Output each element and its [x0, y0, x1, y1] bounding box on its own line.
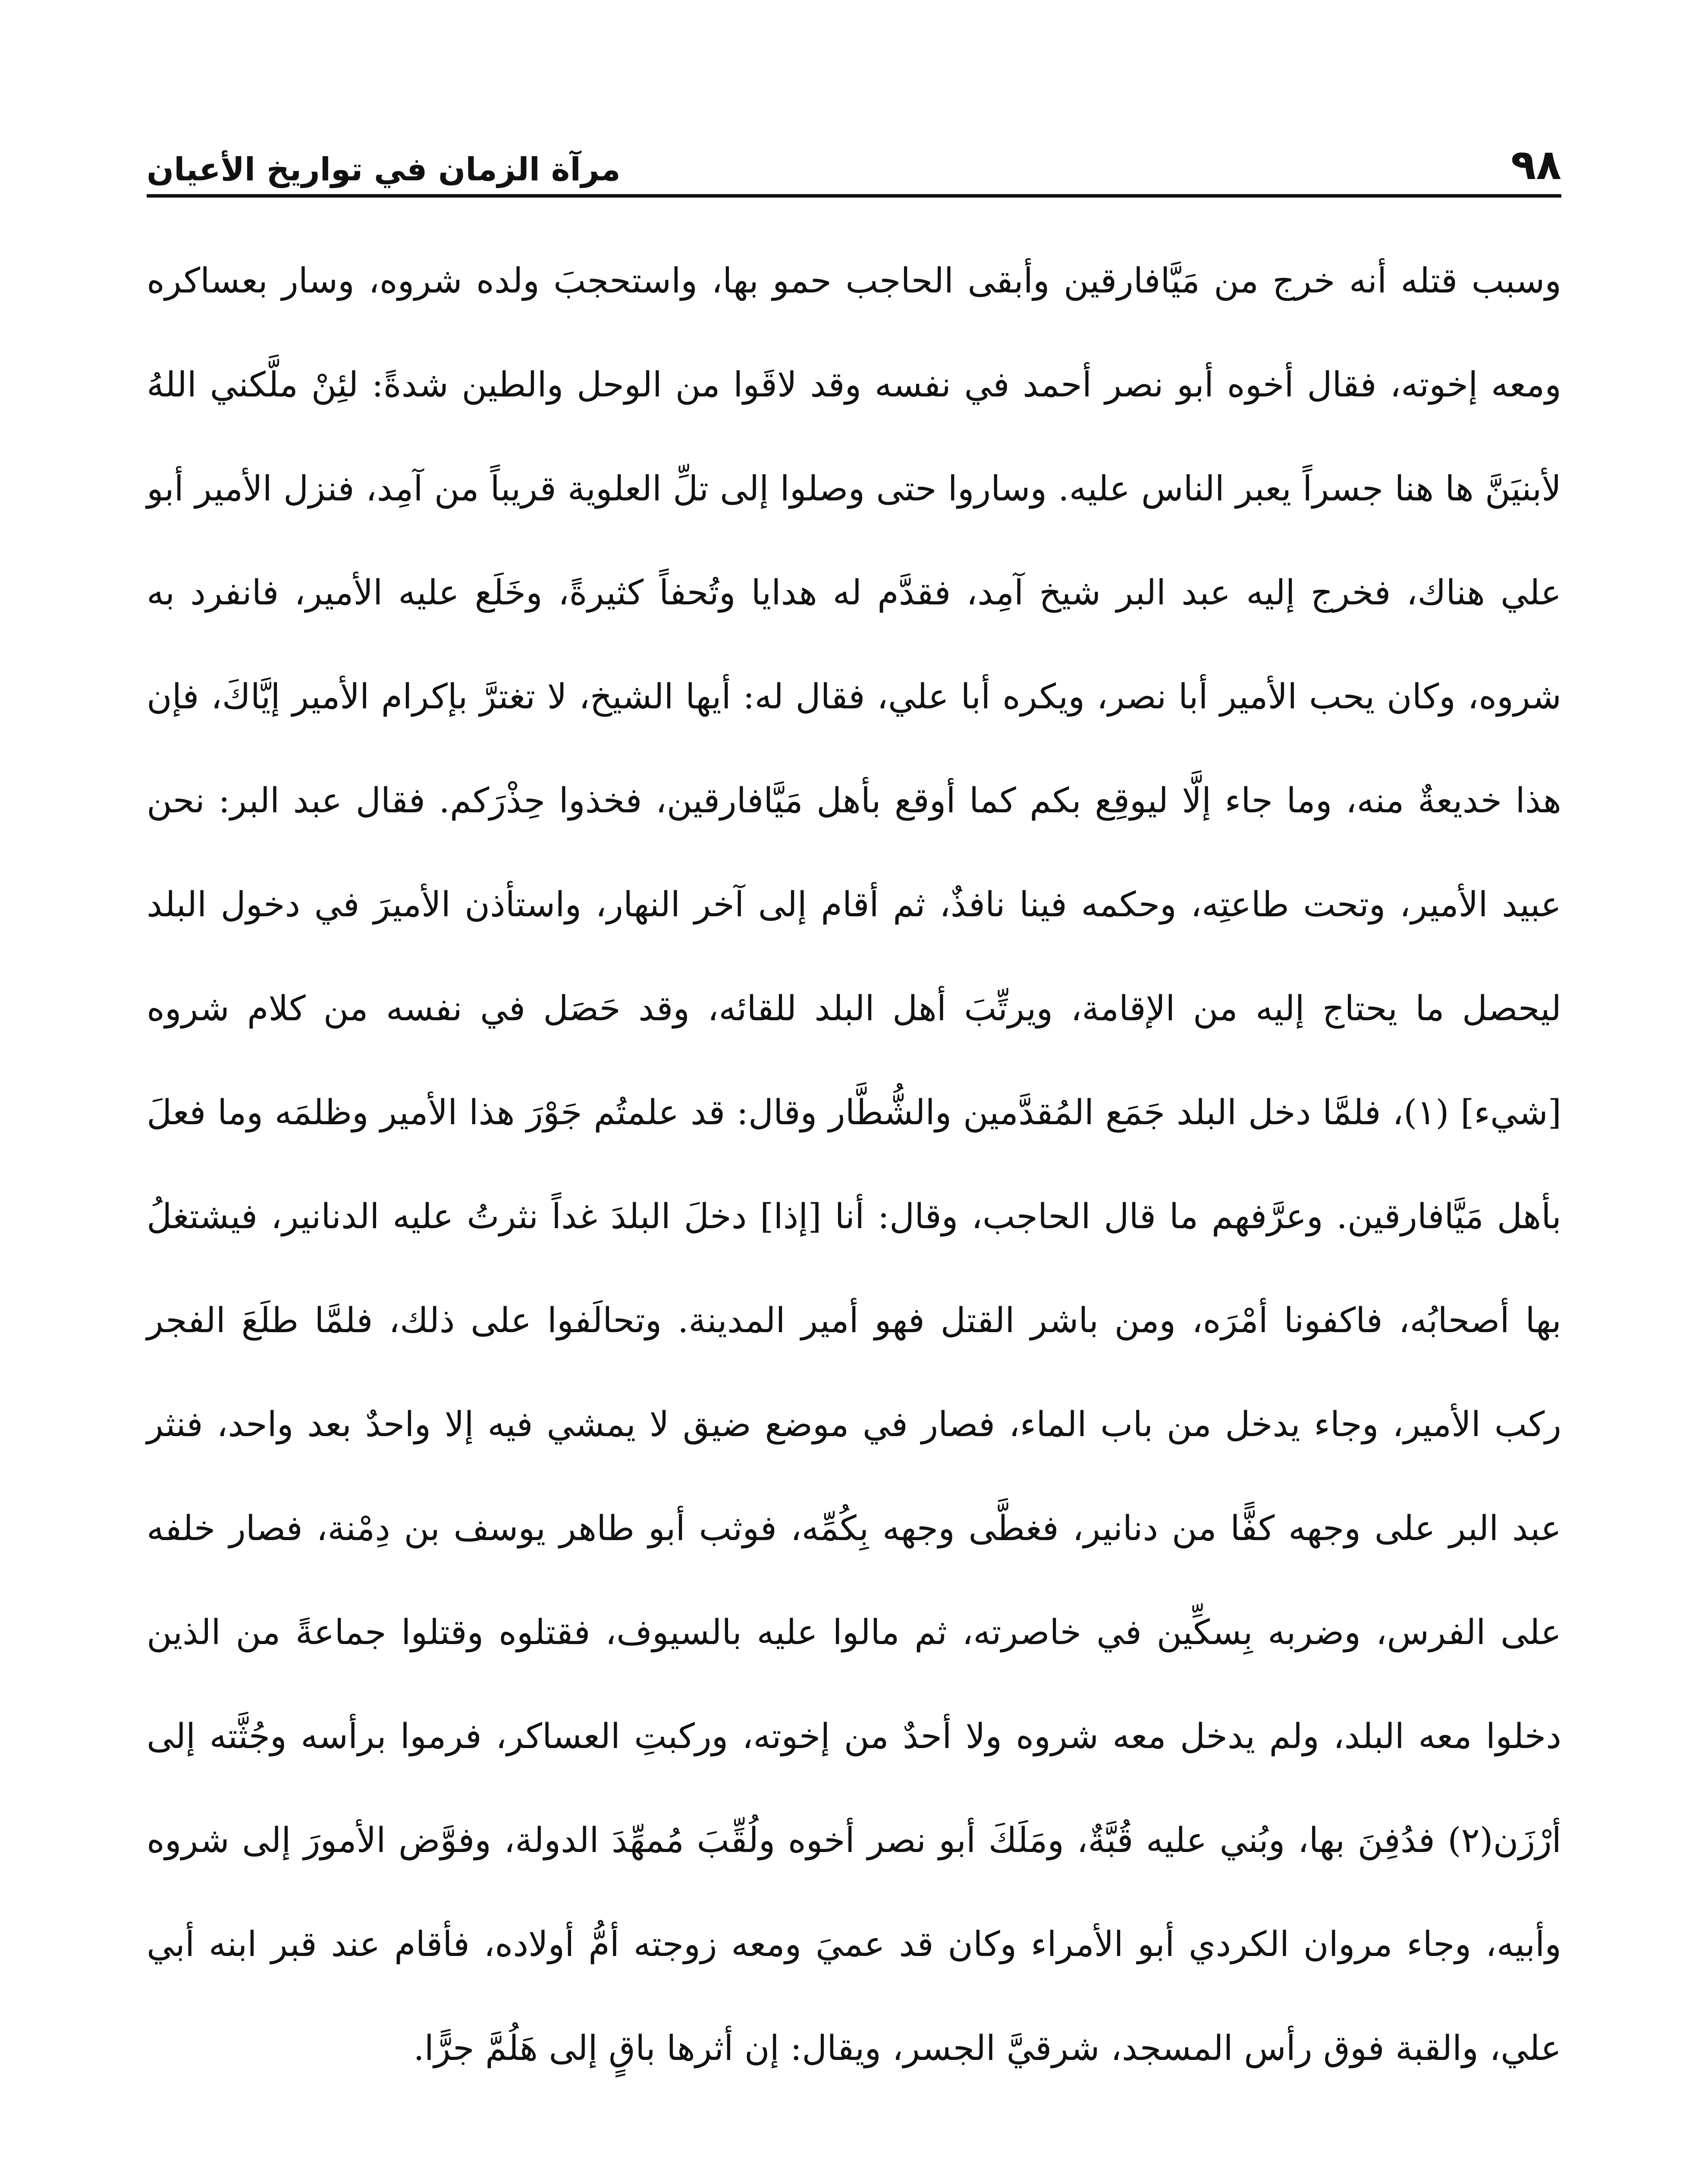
main-text	[147, 229, 1561, 2100]
page-number: ٩٨	[1510, 141, 1561, 189]
header-rule	[147, 194, 1561, 198]
body-paragraph: وسبب قتله أنه خرج من مَيَّافارقين وأبقى الحاجب حمو بها، واستحجبَ ولده شروه، وسار بعساكره ومعه إخوته، فقال أخوه أبو نصر أحمد في نفسه وقد لاقَوا من الوحل والطين شدةً: لئِنْ ملَّكني اللهُ لأبنيَنَّ ها هنا جسراً يعبر الناس عليه. وساروا حتى وصلوا إلى تلِّ العلوية قريباً من آمِد، فنزل الأمير أبو علي هناك، فخرج إليه عبد البر شيخ آمِد، فقدَّم له هدايا وتُحفاً كثيرةً، وخَلَع عليه الأمير، فانفرد به شروه، وكان يحب الأمير أبا نصر، ويكره أبا علي، فقال له: أيها الشيخ، لا تغترَّ بإكرام الأمير إيَّاكَ، فإن هذا خديعةٌ منه، وما جاء إلَّا ليوقِع بكم كما أوقع بأهل مَيَّافارقين، فخذوا حِذْرَكم. فقال عبد البر: نحن عبيد الأمير، وتحت طاعتِه، وحكمه فينا نافذٌ، ثم أقام إلى آخر النهار، واستأذن الأميرَ في دخول البلد ليحصل ما يحتاج إليه من الإقامة، ويرتِّبَ أهل البلد للقائه، وقد حَصَل في نفسه من كلام شروه [شيء] (١)، فلمَّا دخل البلد جَمَع المُقدَّمين والشُّطَّار وقال: قد علمتُم جَوْرَ هذا الأمير وظلمَه وما فعلَ بأهل مَيَّافارقين. وعرَّفهم ما قال الحاجب، وقال: أنا [إذا] دخلَ البلدَ غداً نثرتُ عليه الدنانير، فيشتغلُ بها أصحابُه، فاكفونا أمْرَه، ومن باشر القتل فهو أمير المدينة. وتحالَفوا على ذلك، فلمَّا طلَعَ الفجر ركب الأمير، وجاء يدخل من باب الماء، فصار في موضع ضيق لا يمشي فيه إلا واحدٌ بعد واحد، فنثر عبد البر على وجهه كفًّا من دنانير، فغطَّى وجهه بِكُمِّه، فوثب أبو طاهر يوسف بن دِمْنة، فصار خلفه على الفرس، وضربه بِسكِّين في خاصرته، ثم مالوا عليه بالسيوف، فقتلوه وقتلوا جماعةً من الذين دخلوا معه البلد، ولم يدخل معه شروه ولا أحدٌ من إخوته، وركبتِ العساكر، فرموا برأسه وجُثَّته إلى أرْزَن(٢) فدُفِنَ بها، وبُني عليه قُبَّةٌ، ومَلَكَ أبو نصر أخوه ولُقِّبَ مُمهِّدَ الدولة، وفوَّض الأمورَ إلى شروه وأبيه، وجاء مروان الكردي أبو الأمراء وكان قد عميَ ومعه زوجته أمُّ أولاده، فأقام عند قبر ابنه أبي علي، والقبة فوق رأس المسجد، شرقيَّ الجسر، ويقال: إن أثرها باقٍ إلى هَلُمَّ جرًّا.	[147, 261, 1562, 2068]
page-header	[147, 121, 1561, 189]
book-page	[147, 121, 1561, 2157]
running-title: مرآة الزمان في تواريخ الأعيان	[147, 151, 621, 188]
